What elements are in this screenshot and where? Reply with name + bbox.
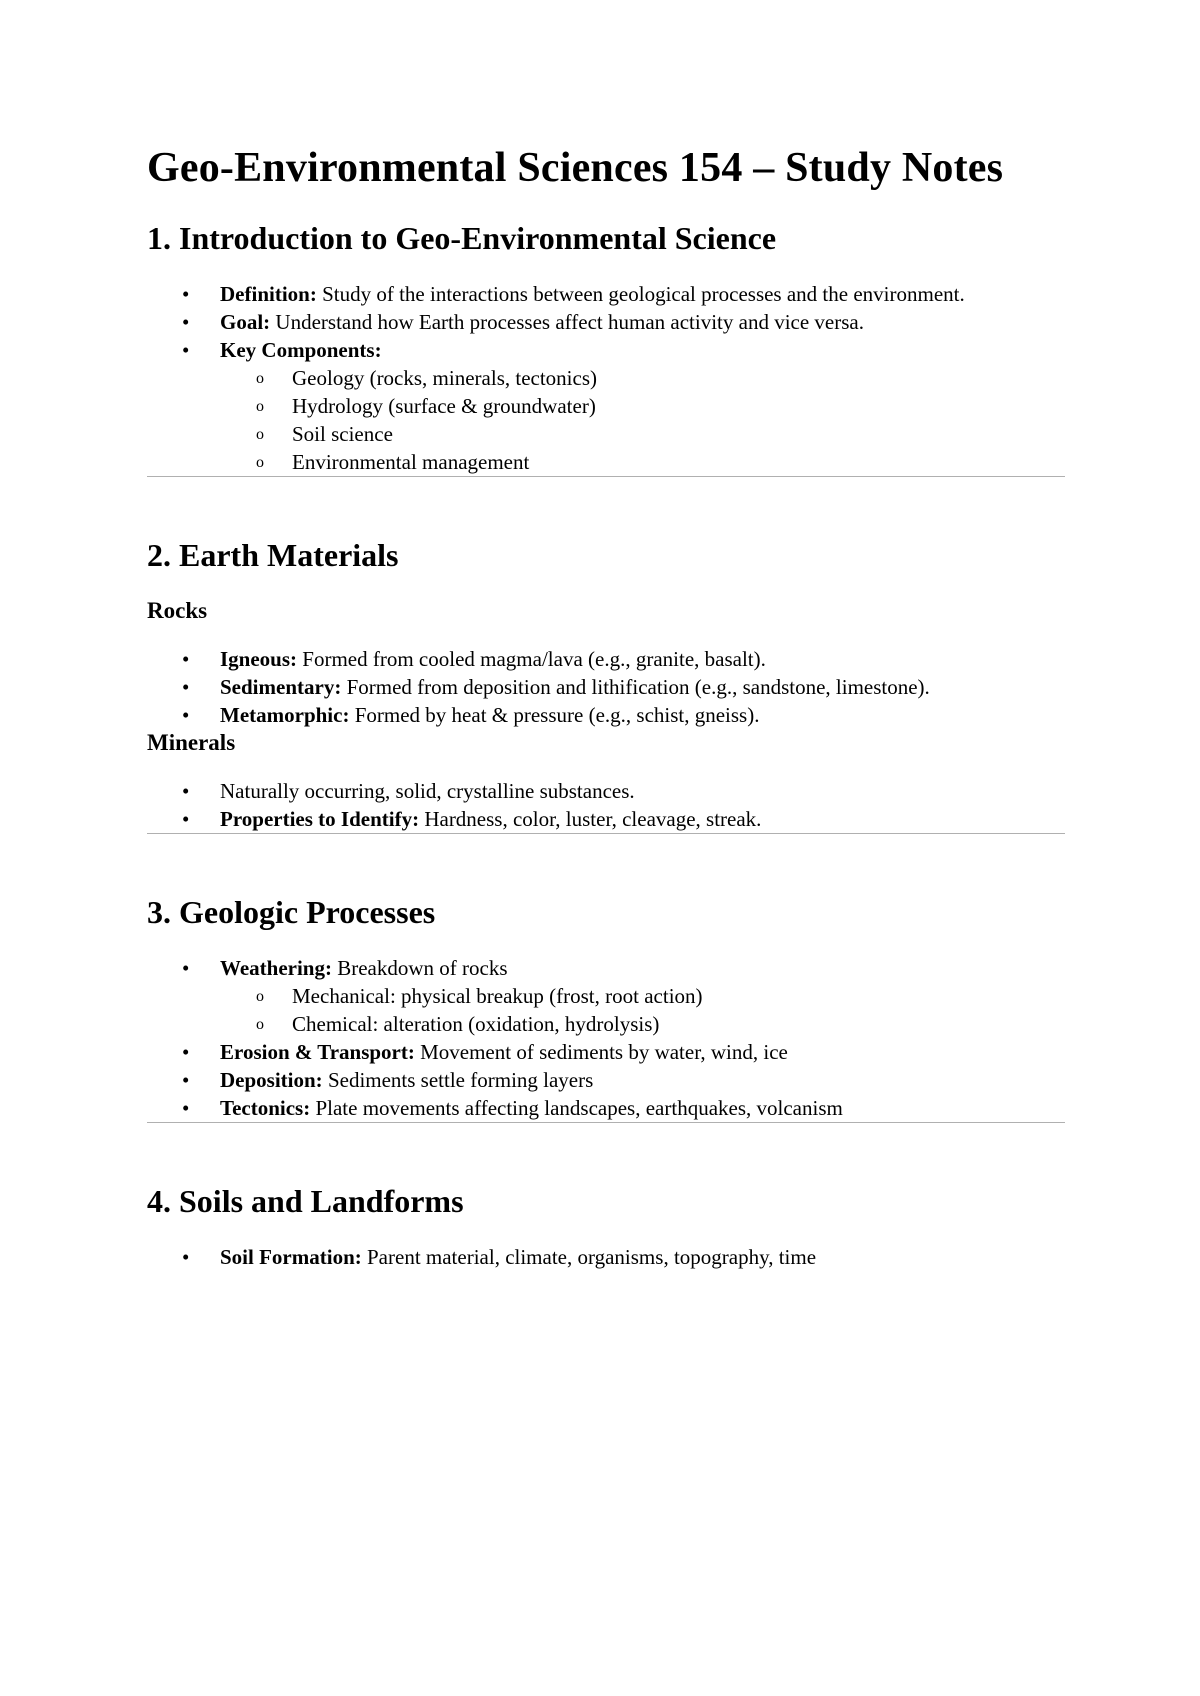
item-text: Movement of sediments by water, wind, ice xyxy=(414,1040,788,1064)
section-divider xyxy=(147,476,1065,477)
item-label: Weathering: xyxy=(220,956,332,980)
item-label: Metamorphic: xyxy=(220,703,350,727)
item-text: Breakdown of rocks xyxy=(331,956,508,980)
item-label: Deposition: xyxy=(220,1068,323,1092)
bullet-list xyxy=(147,1243,1067,1271)
subsection-heading-minerals: Minerals xyxy=(147,730,236,755)
sub-list-item: o Chemical: alteration (oxidation, hydrolysis) xyxy=(220,1010,1067,1038)
sub-list-item: o Hydrology (surface & groundwater) xyxy=(220,392,1067,420)
item-label: Definition: xyxy=(220,282,317,306)
item-text: Sediments settle forming layers xyxy=(322,1068,594,1092)
bullet-list xyxy=(147,280,1067,476)
item-label: Igneous: xyxy=(220,647,298,671)
list-item xyxy=(147,280,1067,308)
list-item xyxy=(147,1066,1067,1094)
item-label: Erosion & Transport: xyxy=(220,1040,415,1064)
item-text: Parent material, climate, organisms, topography, time xyxy=(361,1245,817,1269)
item-label: Tectonics: xyxy=(220,1096,311,1120)
item-text: Understand how Earth processes affect human activity and vice versa. xyxy=(270,310,864,334)
list-item xyxy=(147,336,1067,476)
item-label: Sedimentary: xyxy=(220,675,342,699)
item-text: Naturally occurring, solid, crystalline substances. xyxy=(220,779,635,803)
list-item xyxy=(147,1038,1067,1066)
item-text: Formed by heat & pressure (e.g., schist, gneiss). xyxy=(349,703,760,727)
bullet-list xyxy=(147,777,1067,833)
section-heading: 3. Geologic Processes xyxy=(147,894,436,930)
list-item xyxy=(147,701,1067,729)
section-introduction xyxy=(147,218,1067,476)
sub-list-item: o Geology (rocks, minerals, tectonics) xyxy=(220,364,1067,392)
item-text: Plate movements affecting landscapes, earthquakes, volcanism xyxy=(310,1096,843,1120)
subsection-heading-rocks: Rocks xyxy=(147,598,208,623)
list-item xyxy=(147,673,1067,701)
item-label: Key Components: xyxy=(220,338,382,362)
list-item xyxy=(147,645,1067,673)
sub-list-item: o Mechanical: physical breakup (frost, root action) xyxy=(220,982,1067,1010)
section-heading: 2. Earth Materials xyxy=(147,537,399,573)
list-item xyxy=(147,1094,1067,1122)
list-item xyxy=(147,777,1067,805)
list-item xyxy=(147,805,1067,833)
section-heading: 1. Introduction to Geo-Environmental Science xyxy=(147,220,777,256)
sub-list-item: o Environmental management xyxy=(220,448,1067,476)
sub-list xyxy=(220,982,1067,1038)
document-page xyxy=(147,140,1067,1271)
item-text: Formed from cooled magma/lava (e.g., granite, basalt). xyxy=(297,647,766,671)
section-earth-materials xyxy=(147,535,1067,833)
list-item xyxy=(147,1243,1067,1271)
section-divider xyxy=(147,1122,1065,1123)
sub-list-item: o Soil science xyxy=(220,420,1067,448)
list-item xyxy=(147,954,1067,1038)
document-title: Geo-Environmental Sciences 154 – Study Notes xyxy=(147,145,1004,191)
item-label: Properties to Identify: xyxy=(220,807,420,831)
item-text: Formed from deposition and lithification (e.g., sandstone, limestone). xyxy=(341,675,930,699)
bullet-list xyxy=(147,645,1067,729)
section-soils-landforms xyxy=(147,1181,1067,1271)
sub-list xyxy=(220,364,1067,476)
section-geologic-processes xyxy=(147,892,1067,1122)
item-text: Study of the interactions between geological processes and the environment. xyxy=(316,282,965,306)
bullet-list xyxy=(147,954,1067,1122)
section-heading: 4. Soils and Landforms xyxy=(147,1183,464,1219)
list-item xyxy=(147,308,1067,336)
item-text: Hardness, color, luster, cleavage, streak. xyxy=(419,807,762,831)
item-label: Goal: xyxy=(220,310,271,334)
item-label: Soil Formation: xyxy=(220,1245,362,1269)
section-divider xyxy=(147,833,1065,834)
